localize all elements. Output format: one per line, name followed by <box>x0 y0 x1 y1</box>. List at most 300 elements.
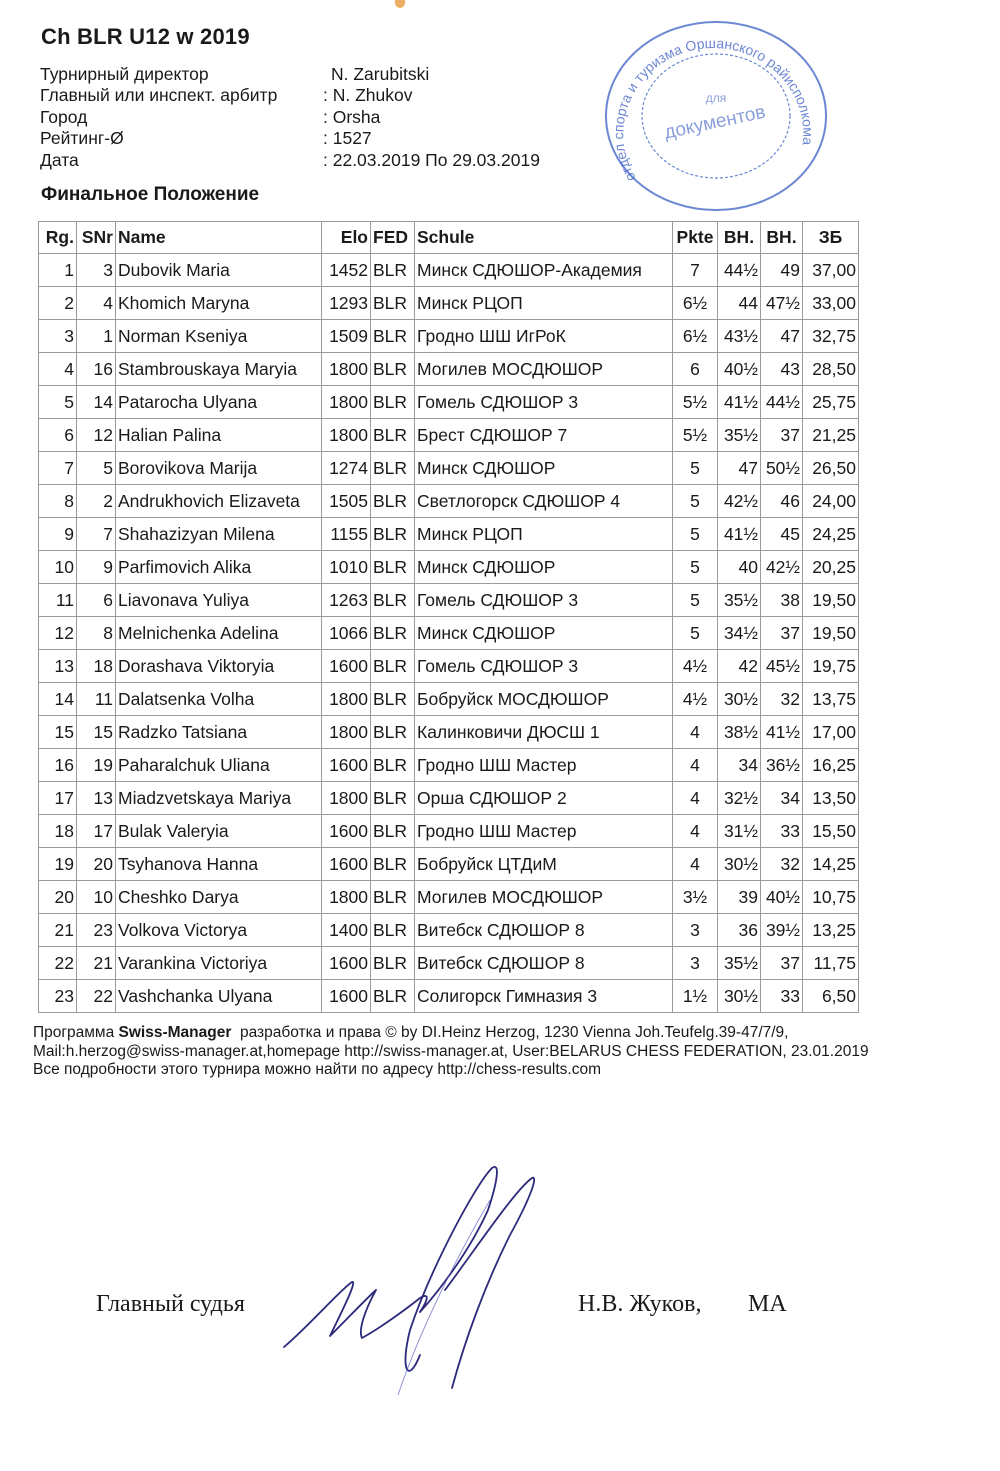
scan-mark <box>395 0 405 8</box>
stamp-outer-text: отдел спорта и туризма Оршанского райисполкома <box>610 34 817 185</box>
cell-elo: 1600 <box>322 749 371 782</box>
cell-buchholz: 30½ <box>718 848 761 881</box>
cell-sonneborn: 19,50 <box>803 617 859 650</box>
cell-fed: BLR <box>371 980 415 1013</box>
cell-buchholz: 42 <box>718 650 761 683</box>
cell-rank: 3 <box>39 320 77 353</box>
cell-points: 5 <box>673 551 718 584</box>
cell-rank: 19 <box>39 848 77 881</box>
tournament-info <box>40 64 540 171</box>
table-row <box>39 782 859 815</box>
cell-player-name: Bulak Valeryia <box>116 815 322 848</box>
cell-rank: 6 <box>39 419 77 452</box>
cell-buchholz-2: 46 <box>761 485 803 518</box>
col-header-start-no: SNr <box>77 222 116 254</box>
cell-fed: BLR <box>371 254 415 287</box>
cell-rank: 12 <box>39 617 77 650</box>
cell-points: 4 <box>673 848 718 881</box>
cell-buchholz-2: 37 <box>761 617 803 650</box>
table-row <box>39 683 859 716</box>
table-row <box>39 353 859 386</box>
cell-rank: 5 <box>39 386 77 419</box>
cell-points: 5 <box>673 518 718 551</box>
cell-rank: 2 <box>39 287 77 320</box>
cell-points: 4 <box>673 749 718 782</box>
cell-fed: BLR <box>371 617 415 650</box>
table-row <box>39 749 859 782</box>
stamp-inner-text: документов <box>662 101 768 144</box>
cell-sonneborn: 33,00 <box>803 287 859 320</box>
cell-sonneborn: 32,75 <box>803 320 859 353</box>
handwritten-signature <box>270 1140 570 1400</box>
cell-school: Минск РЦОП <box>415 518 673 551</box>
cell-elo: 1600 <box>322 980 371 1013</box>
stamp-inner-text-top: для <box>705 91 727 105</box>
cell-school: Гродно ШШ ИгРоК <box>415 320 673 353</box>
cell-buchholz: 44½ <box>718 254 761 287</box>
table-row <box>39 551 859 584</box>
cell-fed: BLR <box>371 518 415 551</box>
cell-school: Брест СДЮШОР 7 <box>415 419 673 452</box>
cell-start-no: 12 <box>77 419 116 452</box>
cell-buchholz-2: 43 <box>761 353 803 386</box>
cell-elo: 1600 <box>322 650 371 683</box>
cell-fed: BLR <box>371 353 415 386</box>
cell-fed: BLR <box>371 815 415 848</box>
info-row-rating <box>40 128 540 149</box>
cell-elo: 1263 <box>322 584 371 617</box>
cell-start-no: 5 <box>77 452 116 485</box>
software-footer <box>33 1024 869 1080</box>
info-label: Главный или инспект. арбитр <box>40 85 278 106</box>
cell-rank: 9 <box>39 518 77 551</box>
cell-buchholz-2: 47½ <box>761 287 803 320</box>
cell-sonneborn: 19,75 <box>803 650 859 683</box>
table-row <box>39 815 859 848</box>
cell-rank: 10 <box>39 551 77 584</box>
cell-player-name: Cheshko Darya <box>116 881 322 914</box>
cell-elo: 1509 <box>322 320 371 353</box>
cell-player-name: Norman Kseniya <box>116 320 322 353</box>
cell-points: 6½ <box>673 287 718 320</box>
cell-player-name: Paharalchuk Uliana <box>116 749 322 782</box>
cell-school: Светлогорск СДЮШОР 4 <box>415 485 673 518</box>
cell-start-no: 9 <box>77 551 116 584</box>
cell-start-no: 10 <box>77 881 116 914</box>
info-value: : 22.03.2019 По 29.03.2019 <box>323 149 540 170</box>
col-header-rank: Rg. <box>39 222 77 254</box>
cell-sonneborn: 19,50 <box>803 584 859 617</box>
cell-school: Минск РЦОП <box>415 287 673 320</box>
cell-points: 3 <box>673 914 718 947</box>
footer-line-1 <box>33 1024 869 1043</box>
cell-buchholz-2: 45½ <box>761 650 803 683</box>
cell-school: Минск СДЮШОР <box>415 551 673 584</box>
cell-sonneborn: 16,25 <box>803 749 859 782</box>
col-header-fed: FED <box>371 222 415 254</box>
cell-points: 7 <box>673 254 718 287</box>
cell-points: 4 <box>673 782 718 815</box>
info-label: Город <box>40 106 88 127</box>
info-value: : N. Zhukov <box>323 85 413 106</box>
cell-sonneborn: 26,50 <box>803 452 859 485</box>
cell-points: 6½ <box>673 320 718 353</box>
cell-school: Орша СДЮШОР 2 <box>415 782 673 815</box>
cell-buchholz: 32½ <box>718 782 761 815</box>
cell-player-name: Varankina Victoriya <box>116 947 322 980</box>
cell-elo: 1800 <box>322 716 371 749</box>
cell-points: 6 <box>673 353 718 386</box>
table-row <box>39 584 859 617</box>
cell-points: 5 <box>673 584 718 617</box>
cell-buchholz-2: 47 <box>761 320 803 353</box>
table-row <box>39 452 859 485</box>
cell-buchholz: 39 <box>718 881 761 914</box>
cell-start-no: 1 <box>77 320 116 353</box>
table-row <box>39 485 859 518</box>
cell-fed: BLR <box>371 881 415 914</box>
cell-start-no: 17 <box>77 815 116 848</box>
cell-buchholz-2: 37 <box>761 947 803 980</box>
table-row <box>39 881 859 914</box>
cell-points: 4 <box>673 716 718 749</box>
cell-buchholz-2: 36½ <box>761 749 803 782</box>
cell-school: Гродно ШШ Мастер <box>415 815 673 848</box>
cell-sonneborn: 13,50 <box>803 782 859 815</box>
cell-buchholz: 41½ <box>718 386 761 419</box>
info-row-arbiter <box>40 85 540 106</box>
cell-elo: 1800 <box>322 353 371 386</box>
table-row <box>39 980 859 1013</box>
cell-rank: 4 <box>39 353 77 386</box>
info-value: N. Zarubitski <box>331 64 430 84</box>
info-row-director <box>40 64 540 85</box>
cell-elo: 1505 <box>322 485 371 518</box>
cell-buchholz: 40 <box>718 551 761 584</box>
cell-buchholz: 34½ <box>718 617 761 650</box>
footer-line-2: Mail:h.herzog@swiss-manager.at,homepage http://swiss-manager.at, User:BELARUS CHESS FEDERATION, 23.01.2019 <box>33 1042 869 1060</box>
standings-body <box>39 254 859 1013</box>
cell-rank: 16 <box>39 749 77 782</box>
cell-start-no: 22 <box>77 980 116 1013</box>
table-row <box>39 716 859 749</box>
cell-sonneborn: 14,25 <box>803 848 859 881</box>
cell-buchholz-2: 42½ <box>761 551 803 584</box>
footer-copyright: разработка и права © by DI.Heinz Herzog, 1230 Vienna Joh.Teufelg.39-47/7/9, <box>231 1024 789 1041</box>
table-header-row <box>39 222 859 254</box>
cell-player-name: Patarocha Ulyana <box>116 386 322 419</box>
col-header-sonneborn: ЗБ <box>803 222 859 254</box>
cell-sonneborn: 13,25 <box>803 914 859 947</box>
table-row <box>39 947 859 980</box>
table-row <box>39 518 859 551</box>
cell-buchholz-2: 37 <box>761 419 803 452</box>
cell-points: 4 <box>673 815 718 848</box>
cell-sonneborn: 21,25 <box>803 419 859 452</box>
table-row <box>39 617 859 650</box>
cell-player-name: Parfimovich Alika <box>116 551 322 584</box>
cell-buchholz: 31½ <box>718 815 761 848</box>
cell-school: Витебск СДЮШОР 8 <box>415 947 673 980</box>
chief-arbiter-name: Н.В. Жуков, <box>578 1291 702 1317</box>
cell-sonneborn: 10,75 <box>803 881 859 914</box>
cell-sonneborn: 37,00 <box>803 254 859 287</box>
cell-sonneborn: 24,00 <box>803 485 859 518</box>
cell-start-no: 21 <box>77 947 116 980</box>
cell-buchholz: 35½ <box>718 584 761 617</box>
cell-buchholz-2: 45 <box>761 518 803 551</box>
cell-player-name: Miadzvetskaya Mariya <box>116 782 322 815</box>
cell-elo: 1293 <box>322 287 371 320</box>
cell-elo: 1800 <box>322 881 371 914</box>
cell-fed: BLR <box>371 485 415 518</box>
cell-buchholz-2: 32 <box>761 848 803 881</box>
chief-arbiter-title: МА <box>748 1291 787 1317</box>
table-row <box>39 419 859 452</box>
cell-points: 1½ <box>673 980 718 1013</box>
col-header-buchholz-2: BH. <box>761 222 803 254</box>
cell-start-no: 15 <box>77 716 116 749</box>
cell-buchholz-2: 33 <box>761 815 803 848</box>
cell-school: Витебск СДЮШОР 8 <box>415 914 673 947</box>
cell-sonneborn: 25,75 <box>803 386 859 419</box>
cell-fed: BLR <box>371 914 415 947</box>
cell-school: Бобруйск ЦТДиМ <box>415 848 673 881</box>
cell-player-name: Volkova Victorya <box>116 914 322 947</box>
cell-buchholz: 38½ <box>718 716 761 749</box>
info-row-city <box>40 107 540 128</box>
table-row <box>39 650 859 683</box>
cell-sonneborn: 15,50 <box>803 815 859 848</box>
footer-prefix: Программа <box>33 1024 119 1041</box>
cell-sonneborn: 13,75 <box>803 683 859 716</box>
cell-fed: BLR <box>371 650 415 683</box>
cell-fed: BLR <box>371 551 415 584</box>
cell-sonneborn: 17,00 <box>803 716 859 749</box>
table-row <box>39 287 859 320</box>
cell-school: Минск СДЮШОР-Академия <box>415 254 673 287</box>
cell-elo: 1600 <box>322 947 371 980</box>
footer-program-name: Swiss-Manager <box>118 1024 232 1041</box>
cell-fed: BLR <box>371 320 415 353</box>
cell-points: 5 <box>673 452 718 485</box>
cell-fed: BLR <box>371 287 415 320</box>
cell-rank: 13 <box>39 650 77 683</box>
info-label: Дата <box>40 149 79 170</box>
col-header-buchholz: BH. <box>718 222 761 254</box>
cell-fed: BLR <box>371 386 415 419</box>
cell-buchholz-2: 44½ <box>761 386 803 419</box>
cell-player-name: Melnichenka Adelina <box>116 617 322 650</box>
cell-start-no: 6 <box>77 584 116 617</box>
cell-start-no: 3 <box>77 254 116 287</box>
cell-school: Гомель СДЮШОР 3 <box>415 386 673 419</box>
cell-fed: BLR <box>371 683 415 716</box>
tournament-title: Ch BLR U12 w 2019 <box>41 24 250 49</box>
cell-points: 3 <box>673 947 718 980</box>
col-header-elo: Elo <box>322 222 371 254</box>
cell-school: Бобруйск МОСДЮШОР <box>415 683 673 716</box>
cell-start-no: 8 <box>77 617 116 650</box>
table-row <box>39 320 859 353</box>
cell-buchholz-2: 32 <box>761 683 803 716</box>
cell-points: 5 <box>673 617 718 650</box>
cell-sonneborn: 11,75 <box>803 947 859 980</box>
cell-buchholz: 35½ <box>718 419 761 452</box>
cell-start-no: 7 <box>77 518 116 551</box>
cell-buchholz-2: 34 <box>761 782 803 815</box>
cell-points: 4½ <box>673 650 718 683</box>
cell-fed: BLR <box>371 782 415 815</box>
info-value: : Orsha <box>323 106 381 127</box>
cell-elo: 1452 <box>322 254 371 287</box>
cell-buchholz: 44 <box>718 287 761 320</box>
cell-buchholz-2: 49 <box>761 254 803 287</box>
cell-start-no: 23 <box>77 914 116 947</box>
cell-points: 5½ <box>673 419 718 452</box>
cell-buchholz: 36 <box>718 914 761 947</box>
cell-player-name: Khomich Maryna <box>116 287 322 320</box>
table-row <box>39 848 859 881</box>
cell-rank: 8 <box>39 485 77 518</box>
official-stamp <box>600 18 832 214</box>
cell-elo: 1600 <box>322 815 371 848</box>
cell-player-name: Stambrouskaya Maryia <box>116 353 322 386</box>
cell-player-name: Halian Palina <box>116 419 322 452</box>
cell-elo: 1800 <box>322 386 371 419</box>
cell-elo: 1800 <box>322 419 371 452</box>
cell-buchholz: 42½ <box>718 485 761 518</box>
cell-start-no: 20 <box>77 848 116 881</box>
cell-start-no: 18 <box>77 650 116 683</box>
cell-school: Могилев МОСДЮШОР <box>415 353 673 386</box>
cell-rank: 17 <box>39 782 77 815</box>
cell-rank: 20 <box>39 881 77 914</box>
cell-player-name: Dalatsenka Volha <box>116 683 322 716</box>
cell-buchholz: 30½ <box>718 980 761 1013</box>
cell-rank: 11 <box>39 584 77 617</box>
info-value: : 1527 <box>323 128 372 149</box>
cell-fed: BLR <box>371 716 415 749</box>
cell-start-no: 11 <box>77 683 116 716</box>
cell-rank: 23 <box>39 980 77 1013</box>
cell-points: 4½ <box>673 683 718 716</box>
section-title: Финальное Положение <box>41 184 260 205</box>
cell-elo: 1400 <box>322 914 371 947</box>
cell-buchholz-2: 41½ <box>761 716 803 749</box>
cell-sonneborn: 20,25 <box>803 551 859 584</box>
cell-buchholz: 34 <box>718 749 761 782</box>
cell-buchholz: 43½ <box>718 320 761 353</box>
table-row <box>39 386 859 419</box>
cell-sonneborn: 24,25 <box>803 518 859 551</box>
cell-sonneborn: 6,50 <box>803 980 859 1013</box>
cell-fed: BLR <box>371 584 415 617</box>
table-row <box>39 914 859 947</box>
cell-rank: 21 <box>39 914 77 947</box>
cell-start-no: 16 <box>77 353 116 386</box>
cell-fed: BLR <box>371 452 415 485</box>
cell-school: Могилев МОСДЮШОР <box>415 881 673 914</box>
table-row <box>39 254 859 287</box>
col-header-name: Name <box>116 222 322 254</box>
info-label: Рейтинг-Ø <box>40 128 124 149</box>
cell-buchholz-2: 50½ <box>761 452 803 485</box>
cell-buchholz: 41½ <box>718 518 761 551</box>
col-header-points: Pkte <box>673 222 718 254</box>
cell-elo: 1010 <box>322 551 371 584</box>
chief-arbiter-label: Главный судья <box>96 1291 245 1317</box>
cell-buchholz-2: 40½ <box>761 881 803 914</box>
cell-rank: 14 <box>39 683 77 716</box>
cell-player-name: Vashchanka Ulyana <box>116 980 322 1013</box>
cell-buchholz: 30½ <box>718 683 761 716</box>
cell-buchholz-2: 39½ <box>761 914 803 947</box>
cell-school: Гродно ШШ Мастер <box>415 749 673 782</box>
cell-start-no: 14 <box>77 386 116 419</box>
cell-school: Минск СДЮШОР <box>415 617 673 650</box>
cell-start-no: 19 <box>77 749 116 782</box>
cell-start-no: 4 <box>77 287 116 320</box>
cell-fed: BLR <box>371 749 415 782</box>
info-label: Турнирный директор <box>40 64 209 84</box>
cell-rank: 15 <box>39 716 77 749</box>
cell-buchholz-2: 38 <box>761 584 803 617</box>
cell-player-name: Dubovik Maria <box>116 254 322 287</box>
cell-player-name: Borovikova Marija <box>116 452 322 485</box>
cell-buchholz-2: 33 <box>761 980 803 1013</box>
cell-player-name: Liavonava Yuliya <box>116 584 322 617</box>
cell-school: Гомель СДЮШОР 3 <box>415 650 673 683</box>
cell-player-name: Tsyhanova Hanna <box>116 848 322 881</box>
cell-rank: 18 <box>39 815 77 848</box>
cell-points: 3½ <box>673 881 718 914</box>
footer-line-3: Все подробности этого турнира можно найти по адресу http://chess-results.com <box>33 1061 601 1078</box>
cell-start-no: 2 <box>77 485 116 518</box>
cell-elo: 1800 <box>322 683 371 716</box>
cell-fed: BLR <box>371 947 415 980</box>
cell-points: 5½ <box>673 386 718 419</box>
cell-school: Гомель СДЮШОР 3 <box>415 584 673 617</box>
cell-fed: BLR <box>371 848 415 881</box>
cell-elo: 1066 <box>322 617 371 650</box>
cell-buchholz: 40½ <box>718 353 761 386</box>
cell-player-name: Andrukhovich Elizaveta <box>116 485 322 518</box>
cell-buchholz: 47 <box>718 452 761 485</box>
cell-buchholz: 35½ <box>718 947 761 980</box>
cell-points: 5 <box>673 485 718 518</box>
cell-start-no: 13 <box>77 782 116 815</box>
standings-table <box>38 221 859 1013</box>
col-header-school: Schule <box>415 222 673 254</box>
cell-elo: 1800 <box>322 782 371 815</box>
cell-school: Солигорск Гимназия 3 <box>415 980 673 1013</box>
cell-sonneborn: 28,50 <box>803 353 859 386</box>
cell-rank: 7 <box>39 452 77 485</box>
cell-elo: 1274 <box>322 452 371 485</box>
cell-rank: 1 <box>39 254 77 287</box>
info-row-date <box>40 150 540 171</box>
cell-player-name: Shahazizyan Milena <box>116 518 322 551</box>
cell-elo: 1155 <box>322 518 371 551</box>
cell-school: Минск СДЮШОР <box>415 452 673 485</box>
cell-school: Калинковичи ДЮСШ 1 <box>415 716 673 749</box>
cell-elo: 1600 <box>322 848 371 881</box>
cell-fed: BLR <box>371 419 415 452</box>
cell-player-name: Radzko Tatsiana <box>116 716 322 749</box>
cell-player-name: Dorashava Viktoryia <box>116 650 322 683</box>
cell-rank: 22 <box>39 947 77 980</box>
